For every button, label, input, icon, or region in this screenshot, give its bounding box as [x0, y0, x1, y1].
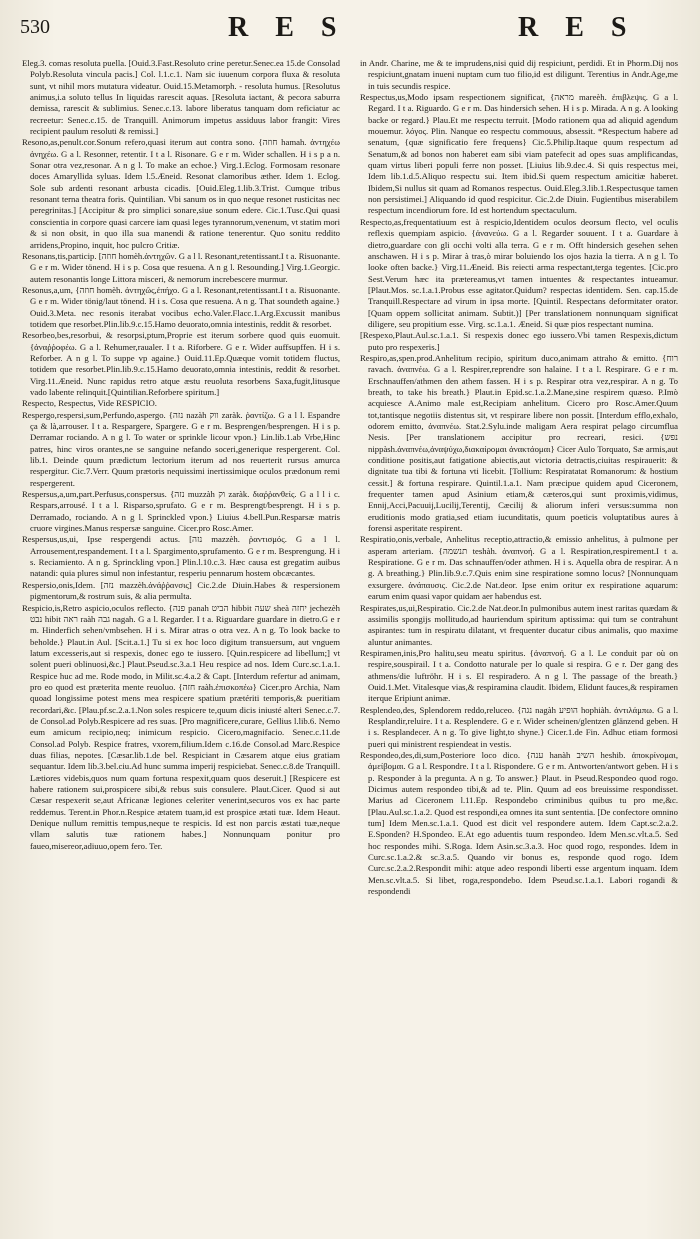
dictionary-entry: Respecto, Respectus, Vide RESPICIO. — [22, 398, 157, 409]
dictionary-entry: Respersio,onis,Idem. [נזה mazzèh.ἀνάῤῥανσις] Cic.2.de Diuin.Habes & respersionem pigmentorum,& rostrum suis, & alia permulta. — [22, 579, 340, 602]
dictionary-entry: Respiro,as,spen.prod.Anhelitum recipio, spiritum duco,animam attraho & emitto. {רוח ravach. ἀναπνέω. G a l. Respirer,reprendre son halaine. I t a l. Respirare. G e r m. Erschnauffen/athmen den athem fassen. H i s p. Respirar otra vez,respirar. A n g. To breath, to take his breath.} Plaut.in Epid.sc.1.a.2.Mane,sine respirem quæso. P.Imò acquiesce A.Animo male est,Recipiam anhelitum. Cicero pro Rosc.Amer.Quum tot,tantisque negotiis distentus sit, vt respirare libere non possit. [Interdum efflo,exhalo, odorem emitto, ἀναπνέω. Stat.2.Sylu.inde maligam Aera respirat pelago circumflua Nesis. [Per translationem accipitur pro recreari, resici. {נפש nippàsh.ἀναπνέω,ἀναψύχω,διακαίρομαι ἀνακτάομαι} Cicer Aulo Torquato, Sæ armis,aut conditione positis,aut fatigatione abiectis,aut victoria detractis,ciuitas respirauerit: & dignitate tua tibi & fortuna vti licebit. [Tollium: Respiratatat Romanorum: & hostium cessit.] & fortuna respirare. Quintil.1.a.1. Nam præcipue quidem apud Ciceronem, frequenter tamen apud Asinium etiam,& cæteros,qui sunt proximis,vidimus, Ennij,Acci,Pacuuij,Lucilij,Terentij, Cæcilij & aliorum inferi versus:summa non eruditionis modo gratia,sed etiam iucunditatis, quum poeticis voluptatibus aures à forensi asperitate respirent. — [360, 352, 678, 534]
dictionary-entry: [Respexo,Plaut.Aul.sc.1.a.1. Si respexis donec ego iussero.Vbi tamen Respexis,dictum puto pro respexeris.] — [360, 330, 678, 352]
dictionary-entry: Resorbeo,bes,resorbui, & resorpsi,ptum,Proprie est iterum sorbere quod quis euomuit. {ἀναῤῥοφέω. G a l. Rehumer,raualer. I t a. Riforbere. G e r. Wider auffsupffen. H i s. Reforber. A n g l. To suppe vp againe.} Ouid.11.Ep.Quæque vomit totidem fluctus, totidem que resorbet.Plin.lib.9.c.15.Hamo deuorato,omnia intestinis, reddit & resorbet. Virg.11.Æneid. Nunc rapidus retro atque æstu reuoluta resorbens Saxa,fugit,litusque vado labente relinquit.[Quintilian.Reforbere spiritum.] — [22, 330, 340, 397]
dictionary-entry: Respersus,a,um,part.Perfusus,conspersus. {נזה muzzàh וק zaràk. διαῤῥανθείς. G a l l i c. Respars,arrousé. I t a l. Risparso,sprufato. G e r m. Besprengt/besprengt. H i s p. Derramado, rociando. A n g l. Sprinckled vpon.} Liuius 4.bell.Pun.Resparsæ matris cruore virgines.Manus respersæ sanguine. Cicer.pro Rosc.Amer. — [22, 489, 340, 534]
dictionary-entry: Respicio,is,Retro aspicio,oculos reflecto. {פנה panah הביט hibbit שעה sheà יחזה jechezèh נבט hibit ראה raàh גבה nagah. G a l. Regarder. I t a. Riguardare guardare in dietro.G e r m. Hinderfich sehen/vmbsehen. H i s. Mirar atras o otra vez. A n g. To look backe to beholde.} Plaut.in Aul. [Scit.a.1.] Tu si ex hoc loco digitum transuersum, aut vnguem latum excesseris,aut si respexis, donec ego te iussero. [Quin.respicere ad libellum;] vt solent pueri oblinuosi,&c.] Plaut.Pseud.sc.3.a.1 Heu respice ad nos. Idem Curc.sc.1.a.1. Respice huc ad me. Rode modo, in Milit.sc.4.a.2 & Capt. [Interdum refertur ad animam, pro eo quod est præterita mente reuoluo. {חזה raàh.ἐπισκοπέω} Cicer.pro Archia, Nam quoad longissime potest mens mea respicere spatium prætériti temporis,& pueritiam recordari,&c. [Plau.pf.sc.2.a.1.Non soles respicere te,quum dicis iniusté alteri Senec.c.7. de Consol.ad Polyb.Respicere ad res suas. [Pro magnificere,curare, Gellius l.lib.6. Nemo eum amicum recipio,neq; inimicum respicio. Cicero,magnifacio. Senec.c.11.de Consol.ad Polyb. Respice fratres, vxorem,filium.Idem c.16.de Consol.ad Marc.Respice duas filias, nepotes. [Cæsar.lib.1.de bel. Respiciant in Cæsarem atque eius gratiam sequantur. Idem lib.3.bel.ciu.Ad hunc summa imperij respiciebat. Senec.c.8.de Tranquill. Lætiores videbis,quos num quam fortuna respexit,quam quos deseruit.] [Respicere est habere rationem sui,prospicere sibi,& rebus suis consulere. Plaut.Cicer. Quod si aut Cæsar respexerit se,aut Africanæ legiones celeriter venerint,securos vos ex hac parte reddemus. Terent.in Phor.n.Respice ætatem tuam,id est prospice ætati tuæ. Idem Heaut. Denique nullum remittis tempus,neque te respicis. Id est non parcis æstati tuæ,neque vllam salutis tuæ rationem habes.] Nonnunquam ponitur pro faueo,misereor,adiuuo,opem fero. Ter. — [22, 602, 340, 851]
page-number: 530 — [20, 16, 50, 38]
dictionary-entry: Respectus,us,Modo ipsam respectionem significat, {מראה mareèh. ἐπιβλεψις. G a l. Regard. I t a. Riguardo. G e r m. Das hindersich sehen. H i s p. Mirada. A n g. A looking backe or regard.} Plau.Et me respectu terruit. [Modo rationem qua ad aliquid agendum mouemur. λόγος. Plin. Nanque eo respectu commouus, absessit. *Respectum habere ad senatum, {quæ significatio fere frequens} Cic.5.Philip.Itaque quum respectum ad Senatum,& ad bonos non haberet eam sibi viam patefecit ad opes suas amplificandas, quam virtus liberi populi ferre non posset. [Liuius lib.9.dec.4. Si quis respectus mei, Idem lib.1.d.5.Aliquo respectu sui. Item ibid.Si quem respectum amicitiæ haberet. Ibidem,Si nullus sit quam ad Romanos respectus. Ouid.Eleg.3.lib.1.Respectusque tamen non persistimei.] Aliquando id quod respicitur. Cic.2.de Diuin. Fugientibus miserabilem respectum incendiorum fore. Id est hortendum spectaculum. — [360, 92, 678, 216]
dictionary-entry: Respiratio,onis,verbale, Anhelitus receptio,attractio,& emissio anhelitus, à pulmone per asperam arteriam. {תנשמה teshàh. ἀναπνοή. G a l. Respiration,respirement.I t a. Respiratione. G e r m. Das schnauffen/oder athmen. H i s. Aquella obra de respirar. A n g. A breathing.} Plin.lib.9.c.7.Quis enim sine respiratione somno locus? [Nonnunquam exsurgere. ἀνάπαυσις. Cic.2.de Nat.deor. Ipse enim oritur ex respiratione aquarum: earum enim quasi vapor quidam aer habendus est. — [360, 534, 678, 602]
dictionary-entry: Resonus,a,um, {חוזה homèh. ἀντηχῶς,ἐπήχο. G a l. Resonant,retentissant.I t a. Risuonante. G e r m. Wider tönig/laut tönend. H i s. Cosa que resuena. A n g. That soundeth againe.} Ouid.3.Meta. nec resonis iterabat vocibus echo.Valer.Flacc.1.Arg.Excussit manibus totidem que resorbet.Plin.lib.9.c.15.Hamo deuorato,omnia intestinis, reddit & resorbet. — [22, 284, 340, 329]
page-header — [0, 12, 700, 52]
dictionary-entry: Resono,as,penult.cor.Sonum refero,quasi iterum aut contra sono. {חוזה hamah. ἀντηχέω ἀνηχέω. G a l. Resonner, retentir. I t a l. Risonare. G e r m. Wider schallen. H i s p a n. Sonar otra vez,resonar. A n g l. To make an echoe.} Virg.1.Eclog. Formosam resonare doces Amaryllida syluas. Idem l.5.Æneid. Resonat clamoribus æther. Idem 1. Eclog. Sole sub ardenti resonant arbusta cicadis. [Ouid.Eleg.1.lib.3.Trist. Cumque tribus resonant terna theatra foris. Quintilian. Vbi sanum os in quo neque resonet rusticitas nec peregrinitas.] [Accipitur & pro simplici sonare,siue sonum edere. Cic.1.Tusc.Qui quasi conscientia in corpore quasi carcere iam quasi leges tyrannorum,venenum, vt statim mori & si non obsit, in quo illa sua manendi & ratione tenerentur. Quo sonitu reddito arridens,Propino, inquit, hoc pulcro Critiæ. — [22, 137, 340, 250]
dictionary-entry: Respecto,as,frequentatiuum est à respicio,Identidem oculos deorsum flecto, vel oculis reflexis quempiam aspicio. {ἀνανεύω. G a l. Regarder souuent. I t a. Guardare à dietro,guardare con gli occhi volti alla terra. G e r m. Offt hindersich gesehen sehen anschawen. H i s p. Mirar à tras,ò mirar boluiendo los ojos hazia la tierra. A n g l. To looke often backe.} Virg.11.Æneid. Bis reiecti arma respectant,terga tegentes. [Cic.pro Sest.Verum hæc ita prætereamus,vt tamen intuentes & respectantes intueamur. [Plaut.Mos. sc.1.a.1.Probus esse agitator.Quidum? respectas identidem. Sen. cap.15.de Tranquill.Respectare ad virum in ipsa morte. [Quintil. Respectans deformitater orator. [Quam oppem sollicitat animam. Subtit.)] [Per translationem nonnunquam significat diligere, seu propitium esse. Virg. sc.1.a.1. Æneid. Si quæ pios respectant numina. — [360, 216, 678, 329]
dictionary-entry: in Andr. Charine, me & te imprudens,nisi quid dij respiciunt, perdidi. Et in Phorm.Dij nos respiciunt,gnatam inueni nuptam cum tuo filio,id est diligunt. Terentius in Andr.Age,me in tuis secundis respice. — [360, 58, 678, 91]
right-column — [360, 58, 678, 1228]
dictionary-entry: Respersus,us,ui, Ipse respergendi actus. [נזה mazzèh. ῥαντισμός. G a l l. Arrousement,respandement. I t a l. Spargimento,sprufamento. G e r m. Besprengung. H i s. Reciamiento. A n g. Sprinckling vpon.] Plin.l.10.c.3. Hæc causa est gregatim auibus natandi: quia plures simul non infestantur, resperiu pennarum hostem obcæcantes. — [22, 534, 340, 579]
running-head-right: R E S — [518, 12, 637, 43]
dictionary-entry: Respergo,respersi,sum,Perfundo,aspergo. {נזה nazàh ווק zaràk. ῥαντίζω. G a l l. Espandre ça & là,arrouser. I t a. Respargere, Spargere. G e r m. Besprengen/besprengen. H i s p. Derramar rociando. A n g l. To water or sprinkle licour vpon.} Lin.lib.1.ab Vrbe,Hinc patres, hinc viros orantes,ne se sanguine nefando soceri,generique respergerent. Col. lib.1. Deinde quum prædictum lectorium iterum ad nos reuerterit rursus amurca respergitur. Cic.7.Verr. Quum prætoris nequissimi inertissimique oculos prædonum remi respergerent. — [22, 409, 340, 488]
dictionary-entry: Respiramen,inis,Pro halitu,seu meatu spiritus. {ἀναπνοή. G a l. Le conduit par où on respire,souspirail. I t a. Condotto naturale per lo quale si respira. G e r. Der gang des athmens/die luftröhr. H i s. El respiradero. A n g l. The passage of the breath.} Ouid.1.Met. Vitalesque vias,& respiramina claudit. Ibidem, Elidunt fauces,& respiramen iterque Eripiunt animæ. — [360, 647, 678, 704]
dictionary-entry: Resplendeo,des, Splendorem reddo,reluceo. {נגה nagàh הופיע hophiàh. ἀντιλάμπω. G a l. Resplandir,reluire. I t a. Resplendere. G e r. Wider scheinen/glentzen glänzend geben. H i s. Resplandecer. A n g. To give light,to shyne.} Cicer.1.de Fin. Adhuc etiam formosi pueri qui ministrent respiendeat in vestis. — [360, 704, 678, 749]
dictionary-entry: Respondeo,des,di,sum,Posteriore loco dico. {ענה hanàh השיב heshib. ἀποκρίνομαι, ἀμείβομαι. G a l. Respondre. I t a l. Rispondere. G e r m. Antworten/antwort geben. H i s p. Responder à la pregunta. A n g. To answer.} Plaut. in Pseud.Respondeo quod rogo. Dicimus autem respondeo tibi,& ad te. Plin. Quum ad eos breuissime respondisset. Marius ad Ciceronem l.11.Ep. Respondebo criminibus quibus tu pro me,&c. [Plau.Aul.sc.1.a.2. Quod est respondi,ea omnes ita sunt sententia. [De confectore omnino tum] Idem Men.sc.1.a.1. Quod est dicit vel respondere autem. Idem Capt.sc.2.a.2. E.Sponden? H.Spondeo. E.At ego aduentis tuum respondeo. Idem Men.sc.vlt.a.5. Sed hoc respondes mihi. S.Roga. Idem Asin.sc.3.a.3. Hoc quod rogo, respondes. Idem in Curc.sc.1.a.2.& sc.3.a.5. Quando vir bonus es, responde quod rogo. Idem Curc.sc.2.a.2.Respondit mihi: atque adeo respondi liberti esse argentum inquam. Idem Men.sc.vlt.a.5. Si libet, roga,respondebo. Idem Pseud.sc.1.a.1. Labori rogandi & respondendi — [360, 749, 678, 897]
dictionary-entry: Resonans,tis,particip. [חוזה homèh.ἀντηχῶν. G a l l. Resonant,retentissant.I t a. Risuonante. G e r m. Wider tönend. H i s p. Cosa que resuena. A n g l. Resounding.] Virg.1.Georgic. autem resonantis longe Littora misceri, & nemorum increbescere murmur. — [22, 250, 340, 284]
left-column — [22, 58, 340, 1228]
running-head-left: R E S — [228, 12, 347, 43]
dictionary-entry: Respirates,us,ui,Respiratio. Cic.2.de Nat.deor.In pulmonibus autem inest raritas quædam & assimilis spongijs mollitudo,ad hauriendum spiritum aptissima: qui tum se contrahunt aspirantes: tum in respiratu dilatant, vt frequenter ducatur cibus animalis, quo maxime aluntur animantes. — [360, 602, 678, 647]
dictionary-entry: Eleg.3. comas resoluta puella. [Ouid.3.Fast.Resoluto crine peretur.Senec.ea 15.de Consolad Polyb.Resoluta vincula pacis.] Col. l.1.c.1. Nam sic iuuenum corpora fluxa & resoluta sunt, vt nihil mors mutatura videatur. Ouid.15.Metamorph. - resoluta humus. [Resolutus animus,i.a soluto tellus In liquidas rarescit aquas. [Resoluta iactant, & pecora saburra demissa, rarescit & sublimius. Senec.c.13. labore liberatus tanquam dom reficiatur ac recreetur: Senec.c.15. de Tranquill. Animorum impetus assiduus labor frangit: Vires recipient paulum resoluti & remissi.] — [22, 58, 340, 137]
